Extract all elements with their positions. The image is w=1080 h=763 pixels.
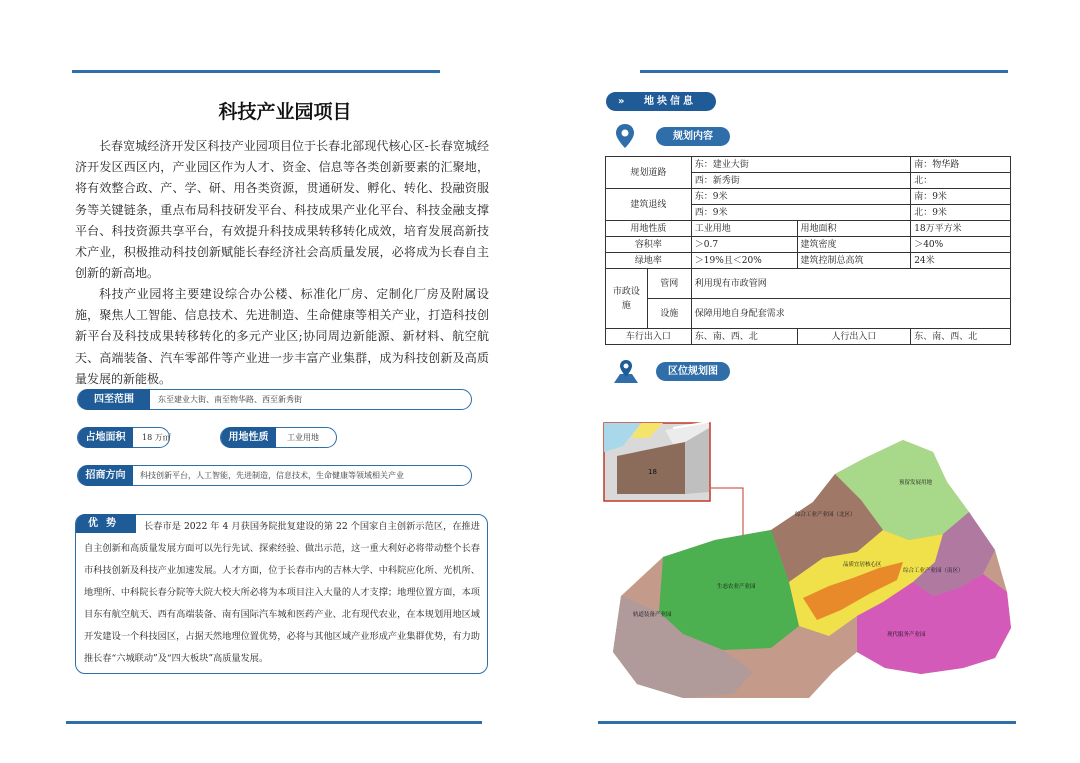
landuse-row [220,427,337,448]
road-north: 北： [911,173,1011,189]
facility-label-cell: 设施 [647,299,691,329]
pipe-value-cell: 利用现有市政管网 [691,269,1010,299]
label-north-industrial: 综合工业产业园（北区） [795,512,856,518]
map-pin-icon [613,358,639,384]
facility-value-cell: 保障用地自身配套需求 [691,299,1010,329]
section-title [606,92,716,111]
label-core: 品质宜居核心区 [843,562,882,568]
road-east: 东：建业大街 [691,157,910,173]
density-value-cell: ＞40% [911,237,1011,253]
landarea-value-cell: 18万平方米 [911,221,1011,237]
page-title: 科技产业园项目 [218,101,352,123]
bottom-rule-right [598,721,1016,724]
label-south-industrial: 综合工业产业园（南区） [903,568,964,574]
car-entry-value-cell: 东、南、西、北 [691,329,797,345]
landuse-label: 用地性质 [221,427,276,448]
advantage-label: 优势 [76,514,136,533]
setback-west: 西：9米 [691,205,910,221]
area-label: 占地面积 [78,427,133,448]
top-rule-right [640,70,1008,73]
muni-label-cell: 市政设施 [606,269,648,329]
setback-north: 北：9米 [911,205,1011,221]
map-inset [604,422,710,501]
setback-south: 南：9米 [911,189,1011,205]
invest-value: 科技创新平台，人工智能，先进制造，信息技术，生命健康等领域相关产业 [140,471,404,480]
plan-title: 规划内容 [656,127,730,146]
advantage-box [75,514,488,674]
setback-east: 东：9米 [691,189,910,205]
landuse-value: 工业用地 [287,433,319,442]
location-pin-icon [615,123,635,149]
landuse-value-cell: 工业用地 [691,221,797,237]
invest-row [77,465,472,486]
scope-value: 东至建业大街、南至物华路、西至新秀街 [158,395,302,404]
label-eco-agri: 生态农业产业园 [717,584,756,590]
ped-entry-value-cell: 东、南、西、北 [911,329,1011,345]
setback-label: 建筑退线 [606,189,692,221]
pipe-label-cell: 管网 [647,269,691,299]
area-value: 18 万㎡ [142,433,171,442]
plot-info-table [605,156,1011,345]
road-west: 西：新秀街 [691,173,910,189]
scope-row [77,389,472,410]
ped-entry-label-cell: 人行出入口 [797,329,911,345]
invest-label: 招商方向 [78,465,133,486]
height-label-cell: 建筑控制总高筑 [797,253,911,269]
green-value-cell: ＞19%且＜20% [691,253,797,269]
landarea-label-cell: 用地面积 [797,221,911,237]
height-value-cell: 24米 [911,253,1011,269]
far-value-cell: ＞0.7 [691,237,797,253]
label-reserved: 预留发展用地 [899,480,933,486]
bottom-rule-left [66,721,482,724]
far-label-cell: 容积率 [606,237,692,253]
advantage-text: 长春市是 2022 年 4 月获国务院批复建设的第 22 个国家自主创新示范区，在推进自主创新和高质量发展方面可以先行先试、探索经验、做出示范，这一重大利好必将带动整个长春市科技创新及科技产业加速发展。人才方面，位于长春市内的吉林大学、中科院应化所、光机所、地理所、中科院长春分院等大院大校大所必将为本项目注入大量的人才支撑；地理位置方面，本项目东有航空航天、西有高端装备、南有国际汽车城和医药产业、北有现代农业，在本规划用地区域开发建设一个科技园区，占据天然地理位置优势，必将与其他区域产业形成产业集群优势，有力助推长春“六城联动”及“四大板块”高质量发展。 [84,521,480,664]
construction-paragraph: 科技产业园将主要建设综合办公楼、标准化厂房、定制化厂房及附属设施，聚焦人工智能、信息技术、先进制造、生命健康等相关产业，打造科技创新平台及科技成果转移转化的多元产业区;协同周边新能源、新材料、航空航天、高端装备、汽车零部件等产业进一步丰富产业集群，成为科技创新及高质量发展的新能极。 [75,287,489,386]
green-label-cell: 绿地率 [606,253,692,269]
location-map [603,422,1015,698]
top-rule-left [72,70,440,73]
intro-paragraph: 长春宽城经济开发区科技产业园项目位于长春北部现代核心区-长春宽城经济开发区西区内，产业园区作为人才、资金、信息等各类创新要素的汇聚地，将有效整合政、产、学、研、用各类资源，贯通研发、孵化、转化、投融资服务等关键链条，重点布局科技研发平台、科技成果产业化平台、科技金融支撑平台、科技资源共享平台，有效提升科技成果转移转化成效，培育发展高新技术产业，积极推动科技创新赋能长春经济社会高质量发展，必将成为长春自主创新的新高地。 [75,139,489,281]
area-row [77,427,170,448]
map-title: 区位规划图 [656,362,730,381]
label-modern-service: 现代服务产业园 [887,632,926,638]
road-south: 南：物华路 [911,157,1011,173]
car-entry-label-cell: 车行出入口 [606,329,692,345]
double-chevron-icon: » [618,96,625,107]
road-label: 规划道路 [606,157,692,189]
scope-label: 四至范围 [78,389,150,410]
landuse-label-cell: 用地性质 [606,221,692,237]
density-label-cell: 建筑密度 [797,237,911,253]
plot-number: 18 [648,468,657,476]
label-rail: 轨道装备产业园 [633,612,672,618]
section-title-text: 地块信息 [644,96,696,107]
